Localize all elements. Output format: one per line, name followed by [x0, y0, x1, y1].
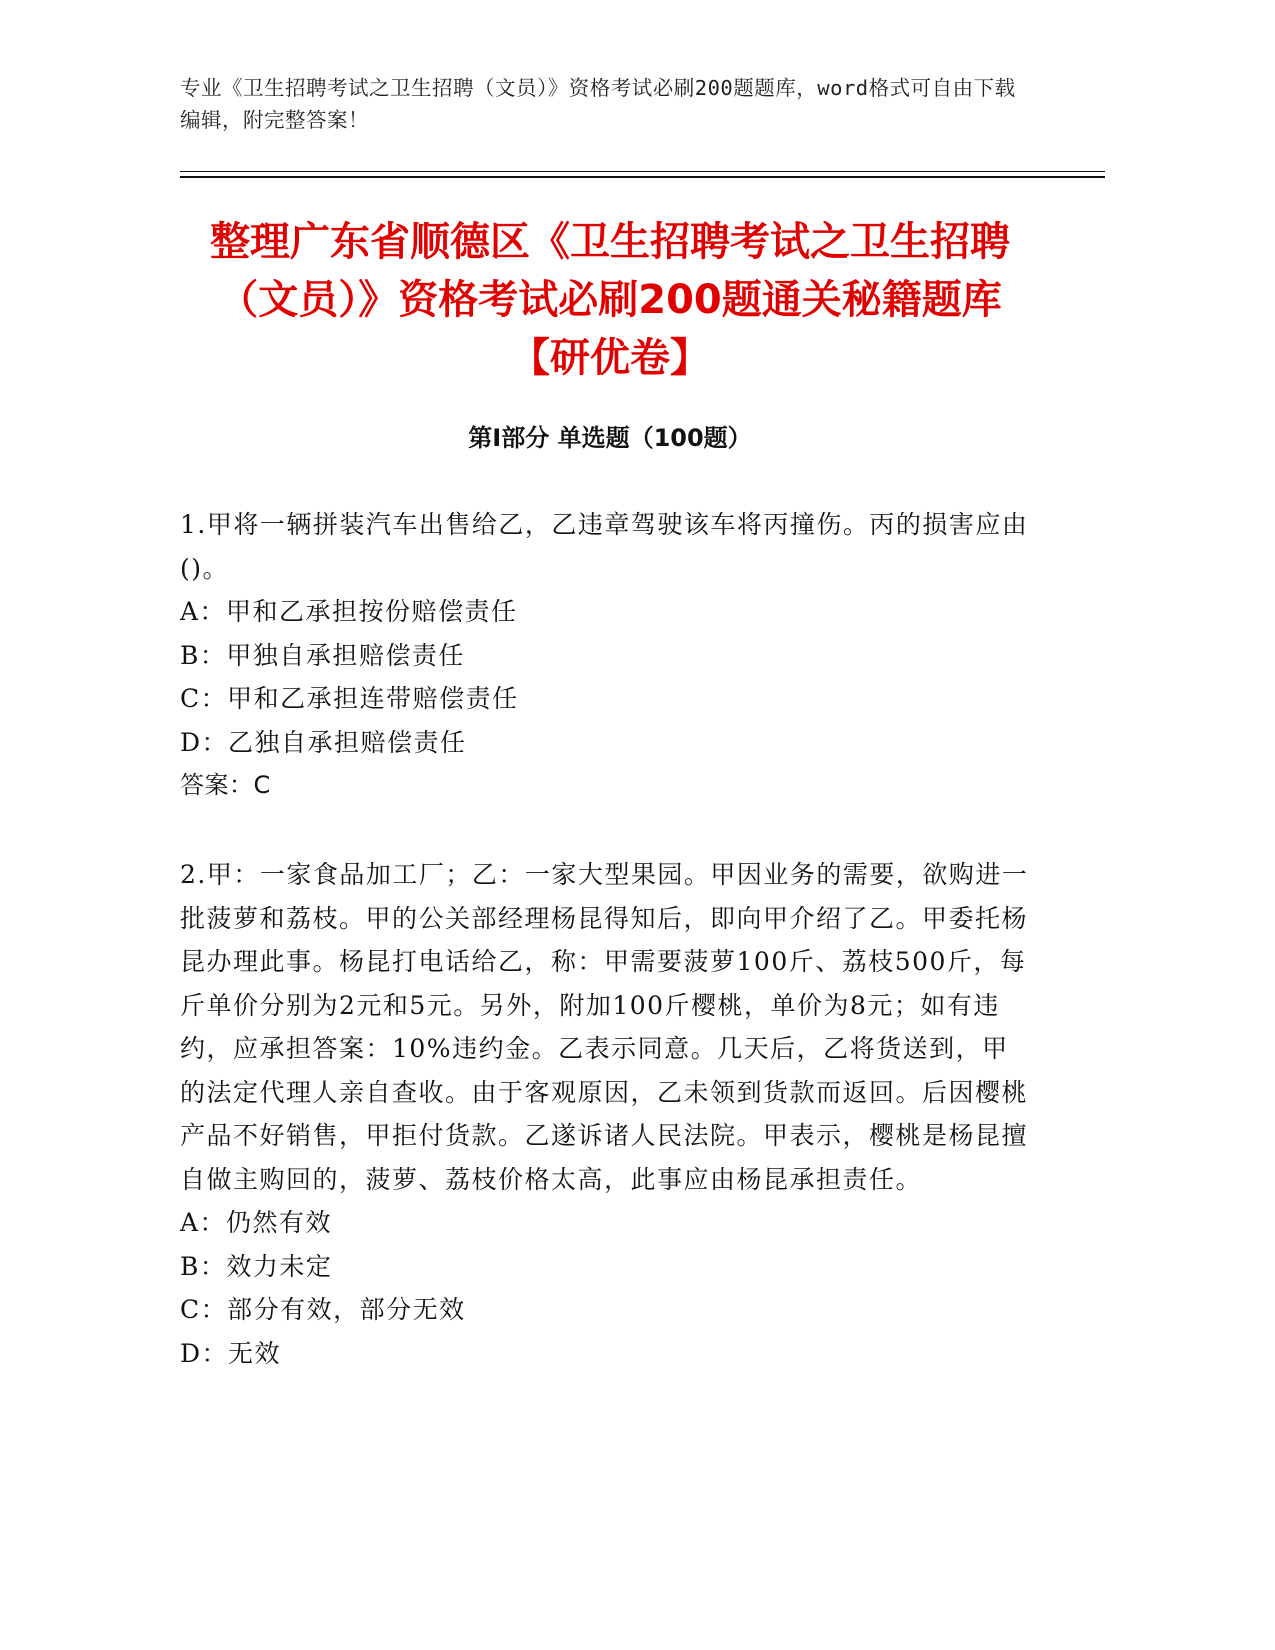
option-d: D：乙独自承担赔偿责任 [180, 727, 467, 757]
option-a: A：仍然有效 [180, 1208, 333, 1237]
option-c: C：甲和乙承担连带赔偿责任 [180, 684, 519, 713]
option-d: D：无效 [180, 1338, 282, 1368]
header-divider-thick [180, 176, 1105, 178]
option-c: C：部分有效，部分无效 [180, 1295, 466, 1324]
question-stem: 2.甲：一家食品加工厂；乙：一家大型果园。甲因业务的需要，欲购进一批菠萝和荔枝。甲的公关部经理杨昆得知后，即向甲介绍了乙。甲委托杨昆办理此事。杨昆打电话给乙，称：甲需要菠萝100斤、荔枝500斤，每斤单价分别为2元和5元。另外，附加100斤樱桃，单价为8元；如有违约，应承担答案：10%违约金。乙表示同意。几天后，乙将货送到，甲的法定代理人亲自查收。由于客观原因，乙未领到货款而返回。后因樱桃产品不好销售，甲拒付货款。乙遂诉诸人民法院。甲表示，樱桃是杨昆擅自做主购回的，菠萝、荔枝价格太高，此事应由杨昆承担责任。 [180, 860, 1029, 1194]
header-divider-thin [180, 171, 1105, 172]
document-title: 整理广东省顺德区《卫生招聘考试之卫生招聘（文员）》资格考试必刷200题通关秘籍题库【研优卷】 [210, 219, 1010, 381]
option-a: A：甲和乙承担按份赔偿责任 [180, 597, 518, 626]
answer-line: 答案：C [180, 771, 271, 799]
question-stem: 1.甲将一辆拼装汽车出售给乙，乙违章驾驶该车将丙撞伤。丙的损害应由()。 [180, 510, 1029, 583]
option-b: B：效力未定 [180, 1251, 333, 1281]
header-note: 专业《卫生招聘考试之卫生招聘（文员）》资格考试必刷200题题库，word格式可自由下载编辑，附完整答案！ [180, 76, 1016, 132]
option-b: B：甲独自承担赔偿责任 [180, 640, 465, 670]
question-2 [180, 853, 1030, 1375]
section-heading: 第I部分 单选题（100题） [468, 424, 752, 452]
question-1 [180, 503, 1030, 808]
